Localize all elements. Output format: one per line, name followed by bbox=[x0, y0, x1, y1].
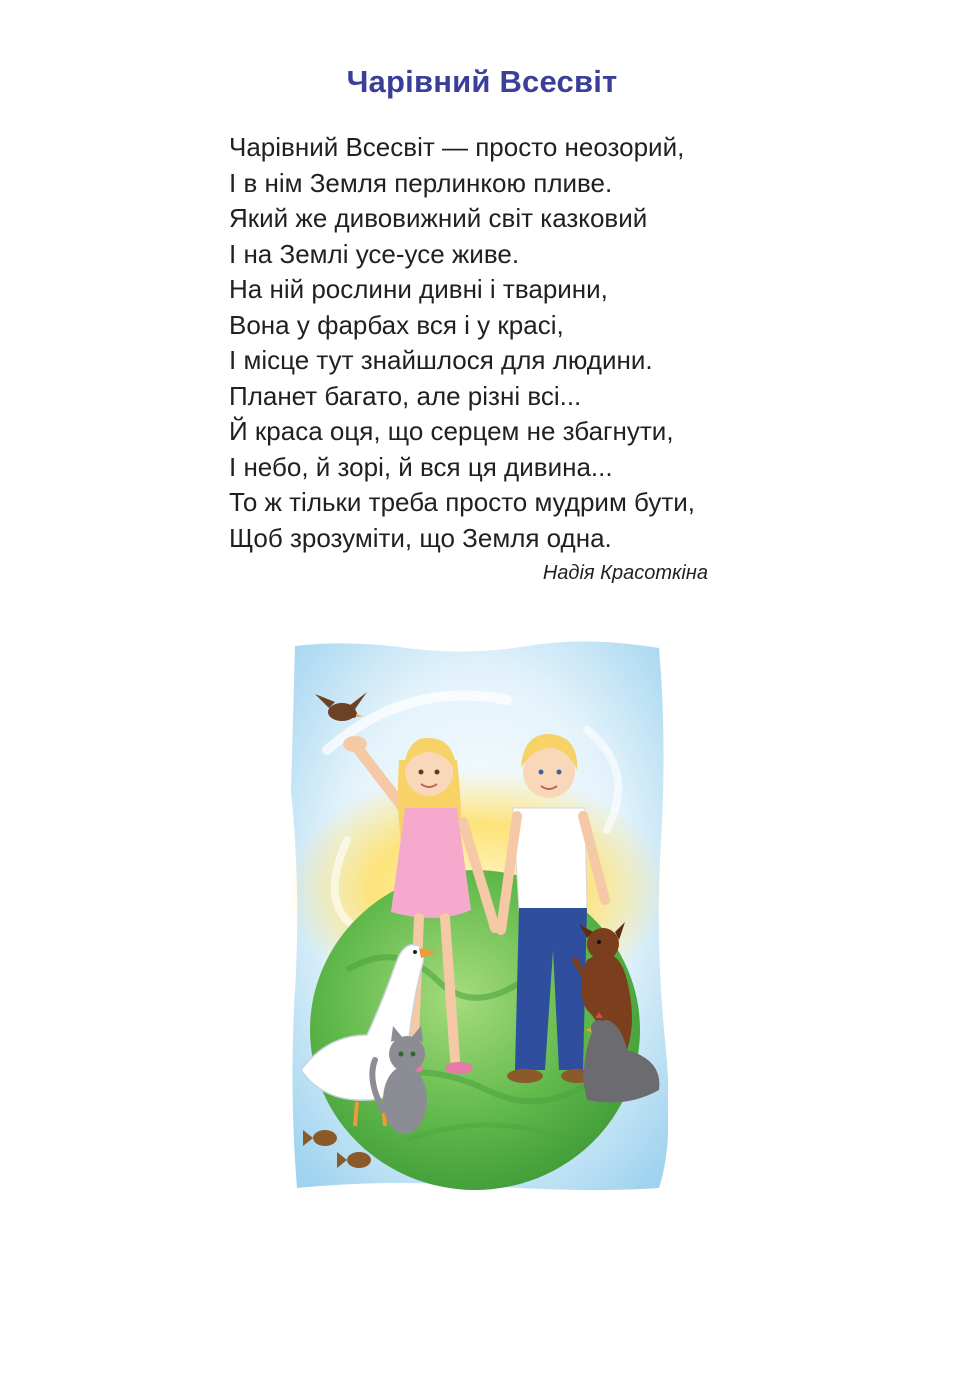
poem-line: І в нім Земля перлинкою пливе. bbox=[229, 167, 613, 198]
poem-line: І місце тут знайшлося для людини. bbox=[229, 345, 653, 375]
poem-line: То ж тільки треба просто мудрим бути, bbox=[229, 487, 696, 517]
poem-author: Надія Красоткіна bbox=[542, 562, 708, 584]
poem-line: Й краса оця, що серцем не збагнути, bbox=[229, 416, 674, 446]
poem-line: Який же дивовижний світ казковий bbox=[229, 203, 648, 233]
poem-line: І на Землі усе-усе живе. bbox=[229, 238, 520, 269]
poem-line: На ній рослини дивні і тварини, bbox=[229, 274, 608, 304]
poem-line: Чарівний Всесвіт — просто неозорий, bbox=[229, 132, 685, 162]
poem bbox=[229, 130, 695, 556]
poem-line: Планет багато, але різні всі... bbox=[229, 380, 582, 411]
poem-line: Вона у фарбах вся і у красі, bbox=[229, 309, 564, 340]
poem-line: І небо, й зорі, й вся ця дивина... bbox=[229, 451, 613, 482]
poem-line: Щоб зрозуміти, що Земля одна. bbox=[229, 522, 612, 553]
illustration-children-on-earth bbox=[287, 640, 668, 1193]
page-title: Чарівний Всесвіт bbox=[346, 64, 618, 99]
